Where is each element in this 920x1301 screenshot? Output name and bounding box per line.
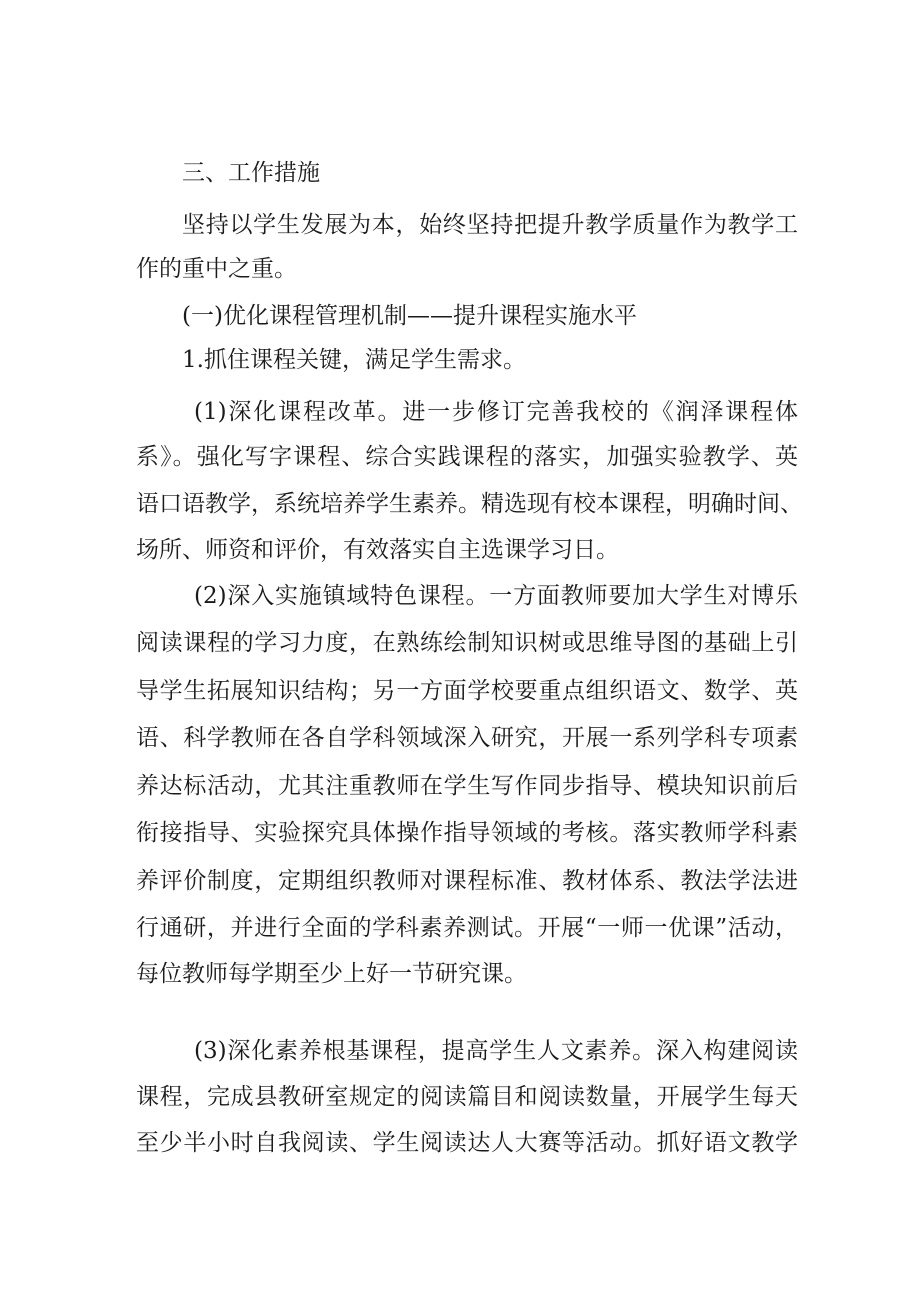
para3-line-1: (3)深化素养根基课程，提高学生人文素养。深入构建阅读 <box>194 1038 798 1064</box>
para2-line-1: (2)深入实施镇域特色课程。一方面教师要加大学生对博乐 <box>194 583 798 609</box>
item-1-heading: 1.抓住课程关键，满足学生需求。 <box>182 347 526 373</box>
para2-line-7: 养评价制度，定期组织教师对课程标准、教材体系、教法学法进 <box>136 868 798 894</box>
intro-line-1: 坚持以学生发展为本，始终坚持把提升教学质量作为教学工 <box>182 212 798 238</box>
para3-line-3: 至少半小时自我阅读、学生阅读达人大赛等活动。抓好语文教学 <box>136 1130 798 1156</box>
para2-line-2: 阅读课程的学习力度，在熟练绘制知识树或思维导图的基础上引 <box>136 630 798 656</box>
intro-line-2: 作的重中之重。 <box>136 256 297 282</box>
para2-line-5: 养达标活动，尤其注重教师在学生写作同步指导、模块知识前后 <box>136 773 798 799</box>
para1-line-4: 场所、师资和评价，有效落实自主选课学习日。 <box>136 537 619 563</box>
section-heading: 三、工作措施 <box>182 160 320 186</box>
para1-line-1: (1)深化课程改革。进一步修订完善我校的《润泽课程体 <box>194 399 798 425</box>
para1-line-3: 语口语教学，系统培养学生素养。精选现有校本课程，明确时间、 <box>136 491 803 517</box>
para2-line-8: 行通研，并进行全面的学科素养测试。开展“一师一优课”活动， <box>136 915 798 941</box>
para2-line-9: 每位教师每学期至少上好一节研究课。 <box>136 961 527 987</box>
para2-line-6: 衔接指导、实验探究具体操作指导领域的考核。落实教师学科素 <box>136 820 798 846</box>
para3-line-2: 课程，完成县教研室规定的阅读篇目和阅读数量，开展学生每天 <box>136 1084 798 1110</box>
subheading: (一)优化课程管理机制——提升课程实施水平 <box>182 303 637 329</box>
para2-line-3: 导学生拓展知识结构；另一方面学校要重点组织语文、数学、英 <box>136 678 798 704</box>
para1-line-2: 系》。强化写字课程、综合实践课程的落实，加强实验教学、英 <box>136 444 798 470</box>
para2-line-4: 语、科学教师在各自学科领域深入研究，开展一系列学科专项素 <box>136 725 798 751</box>
